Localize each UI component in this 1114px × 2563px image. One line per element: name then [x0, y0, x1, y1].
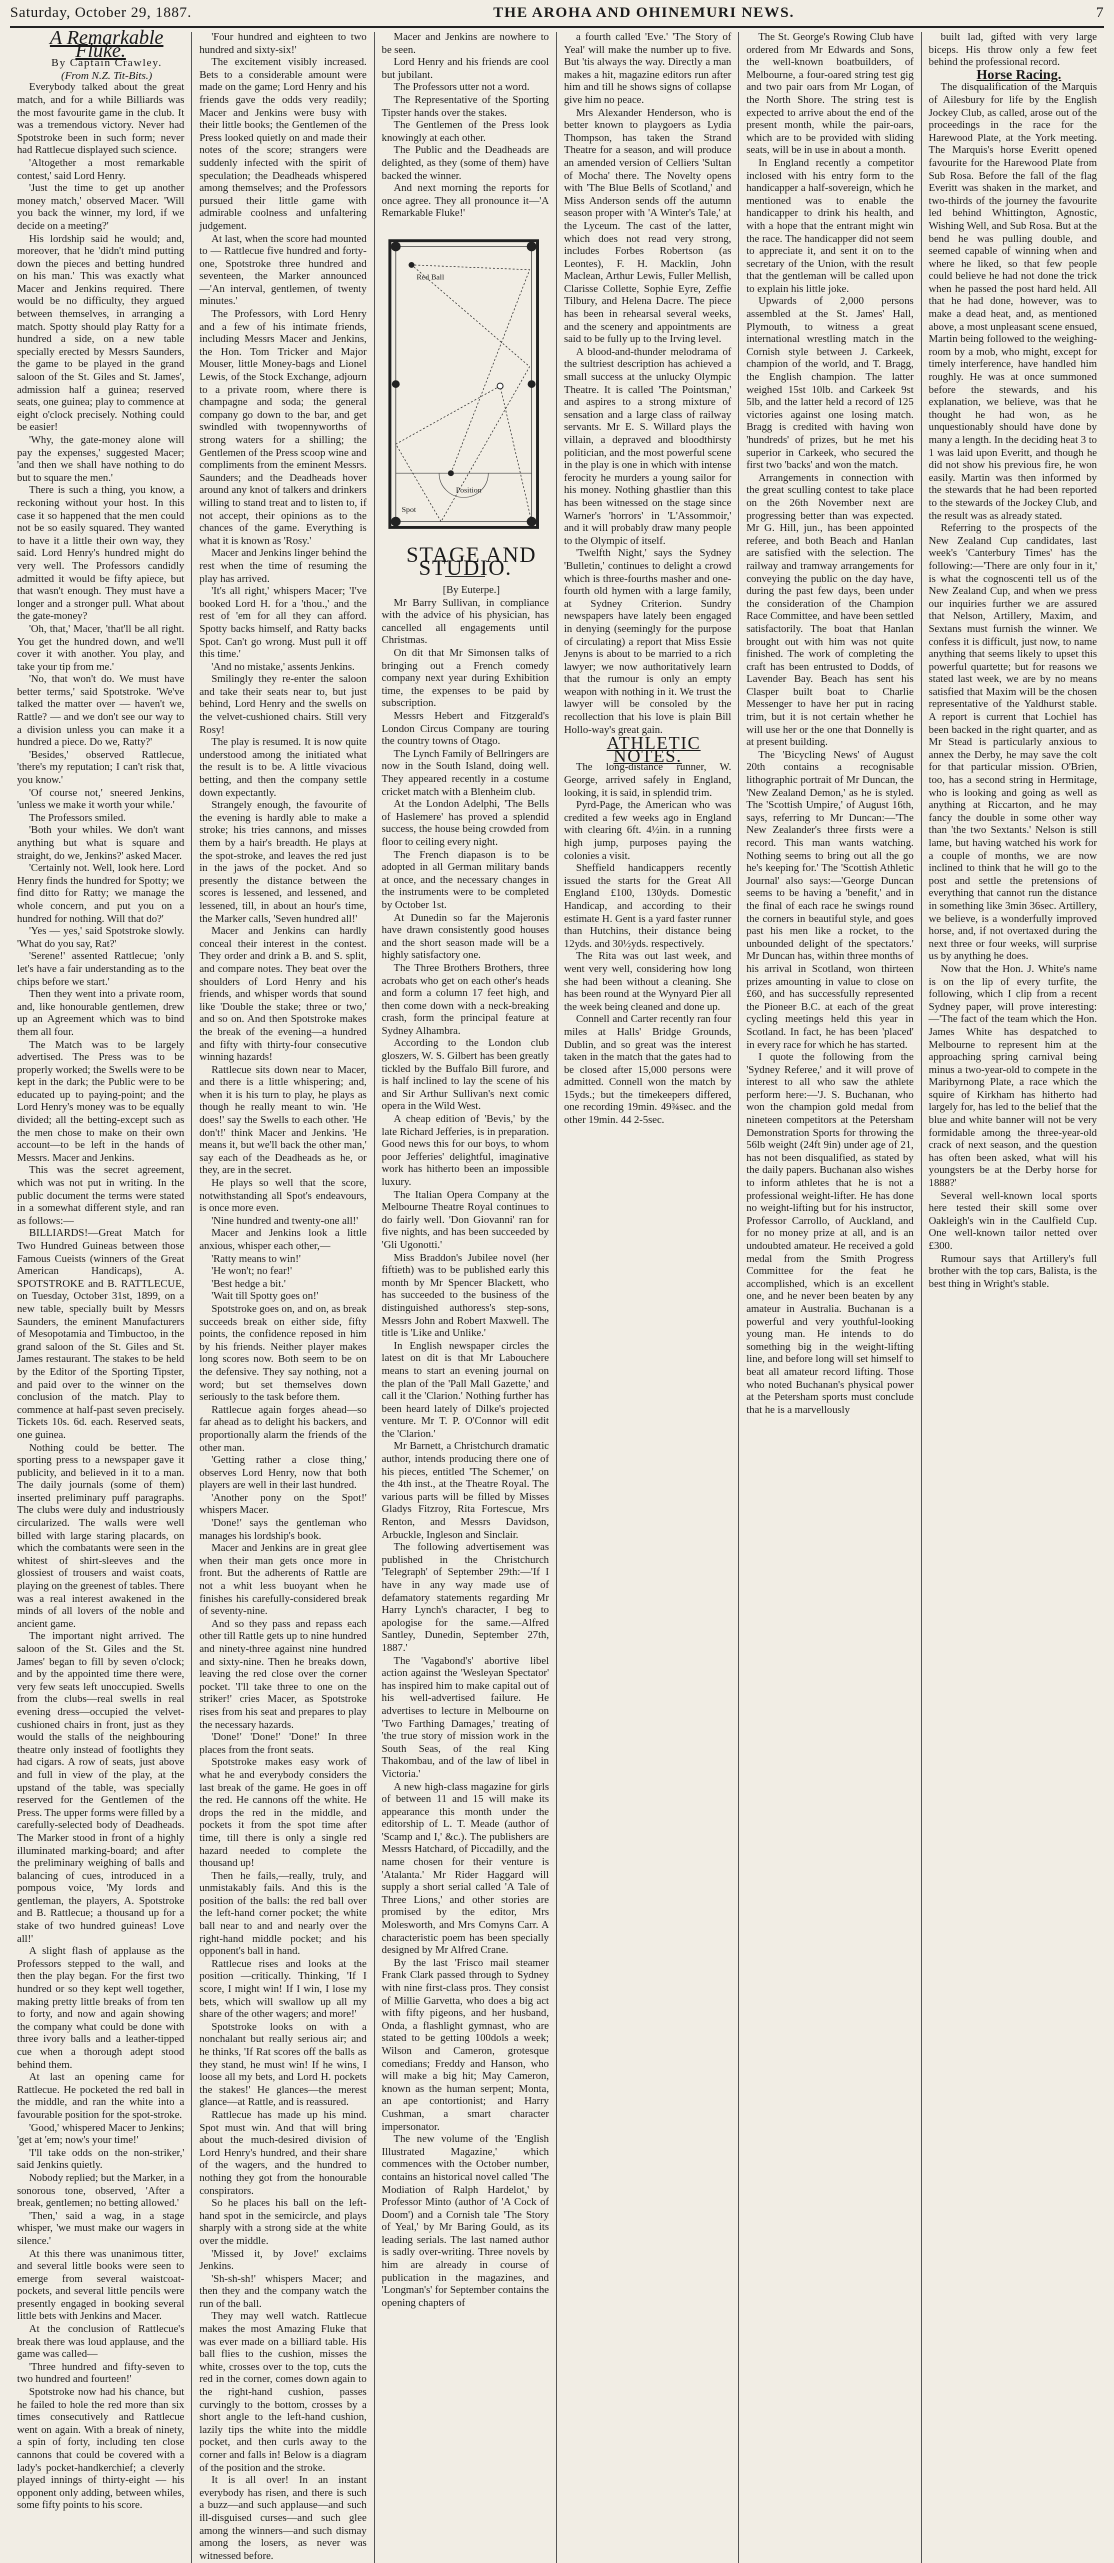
stage-section-title: STAGE AND STUDIO.: [406, 541, 537, 580]
paragraph: At Dunedin so far the Majeronis have drawn consistently good houses and the short season made will be a highly satisfactory one.: [381, 912, 549, 962]
diagram-label-red-ball: Red Ball: [416, 272, 444, 282]
paragraph: Rattlecue has made up his mind. Spot must win. And that will bring about the much-desired division of Lord Henry's hundred, and their share of the wagers, and the hundred to nothing they got from the honourable conspirators.: [199, 2109, 367, 2197]
diagram-label-position: Position: [455, 485, 482, 495]
paragraph: The play is resumed. It is now quite understood among the initiated what the result is to be. A little vivacious betting, and then the company settle down expectantly.: [199, 737, 367, 799]
column-2: [192, 32, 374, 2563]
paragraph: The Professors utter not a word.: [393, 82, 530, 94]
paragraph: In English newspaper circles the latest on dit is that Mr Labouchere means to start an evening journal on the plan of the 'Pall Mall Gazette,' and call it the 'Clarion.' Nothing further has been heard lately of Dilke's projected venture. Mr T. P. O'Connor will edit the 'Clarion.': [381, 1340, 549, 1440]
paragraph: Referring to the prospects of the New Zealand Cup candidates, last week's 'Canterbury Times' has the following:—'There are only four in it,' is what the cognoscenti tell us of the New Zealand Cup, and when we press our inquiries further we are assured that Nelson, Artillery, Maxim, and Sextans must furnish the winner. We confess it is difficult, just now, to name anything that seems likely to upset this powerful quartette; but for reasons we stated last week, we are by no means satisfied that Maxim will be the chosen representative of the Yaldhurst stable. A report is current that Lochiel has been backed in the right quarter, and as Mr Stead is particularly anxious to annex the Derby, he may save the colt for that particular mission. O'Brien, too, has a second string in Hermitage, who is looking and going as well as anything at Riccarton, and he may fancy the double in some other way than 'the two Sextants.' Nelson is still lame, but having watched his work for a couple of months, we are now inclined to think that he will go to the post and settle the pretensions of everything that cannot run the distance in something like 3min 36sec. Artillery, we believe, is a wonderfully improved horse, and, if not overtaxed during the next three or four weeks, will surprise us by anything he does.: [928, 523, 1097, 963]
paragraph: 'Done!' says the gentleman who manages his lordship's book.: [199, 1518, 367, 1542]
paragraph: 'Why, the gate-money alone will pay the expenses,' suggested Macer; 'and then we shall have nothing to do but to square the men.': [17, 435, 185, 484]
paragraph: 'He won't; no fear!': [211, 1266, 293, 1278]
paragraph: 'Twelfth Night,' says the Sydney 'Bulletin,' continues to delight a crowd which is three-fourths masher and one-fourth old hymen with a large family, at Sydney Criterion. Sundry newspapers have lately been engaged in denying (seemingly for the purpose of circulating) a report that Miss Essie Jenyns is about to be married to a rich lawyer; we now authoritatively learn that the rumour is only an empty weapon with nothing in it. We trust the lawyer will be consoled by the recollection that his love is plain Bill Hollo-way's great gain.: [563, 548, 732, 736]
paragraph: 'Certainly not. Well, look here. Lord Henry finds the hundred for Spotty; we find ditto for Ratty; we manage the whole concern, and put you on a hundred for nothing. Will that do?': [17, 863, 185, 925]
paragraph: Arrangements in connection with the great sculling contest to take place on the 26th November next are progressing better than was expected. Mr G. Hill, jun., has been appointed referee, and both Beach and Hanlan are satisfied with the selection. The railway and tramway arrangements for conveying the public on the day have, during the past few days, been under the consideration of the Champion Race Committee, and have been settled satisfactorily. The boat that Hanlan brought out with him was not quite finished. The work of completing the craft has been entrusted to Dodds, of Lavender Bay. Beach has sent his Clasper built boat to Charlie Messenger to have her put in racing trim, but it is not certain whether he will use her or the one that Donnelly is at present building.: [746, 472, 914, 749]
paragraph: 'Both your whiles. We don't want anything but what is square and straight, do we, Jenkins?' asked Macer.: [17, 825, 185, 862]
paragraph: A slight flash of applause as the Professors stepped to the wall, and then the play began. For the first two hundred or so they kept well together, making pretty little breaks of from ten to forty, and now and again showing the company what could be done with three ivory balls and a leather-tipped cue when a thorough adept stood behind them.: [17, 1946, 185, 2071]
paragraph: Nothing could be better. The sporting press to a newspaper gave it publicity, and believed in it to a man. The daily journals (some of them) inserted preliminary puff paragraphs. The clubs were duly and industriously circularized. The walls were well billed with large staring placards, on which the combatants were seen in the whitest of shirt-sleeves and the glossiest of trousers and waist coats, playing on the greenest of tables. There was a real interest awakened in the minds of all lovers of the noble and ancient game.: [17, 1442, 185, 1630]
story-headline: A Remarkable Fluke.: [49, 27, 164, 62]
paragraph: The long-distance runner, W. George, arrived safely in England, looking, it is said, in splendid trim.: [563, 762, 732, 799]
paragraph: The Public and the Deadheads are delighted, as they (some of them) have backed the winner.: [381, 145, 549, 182]
paragraph: On dit that Mr Simonsen talks of bringing out a French comedy company next year during Exhibition time, the expenses to be paid by subscription.: [381, 648, 549, 710]
paragraph: 'Sh-sh-sh!' whispers Macer; and then they and the company watch the run of the ball.: [199, 2273, 367, 2310]
paragraph: 'Yes — yes,' said Spotstroke slowly. 'What do you say, Rat?': [17, 926, 185, 950]
paragraph: His lordship said he would; and, moreover, that he 'didn't mind putting down the pieces and betting hundred on his man.' This was exactly what Macer and Jenkins required. There would be no difficulty, they argued between themselves, in arranging a match. Spotty should play Ratty for a hundred a side, on a new table specially erected by Messrs Saunders, the game to be played in the grand saloon of the St. Giles and St. James', admission half a guinea; reserved seats, one guinea; play to commence at eight o'clock precisely. Nothing could be easier!: [17, 233, 185, 434]
paragraph: It is all over! In an instant everybody has risen, and there is such a buzz—and such applause—and such ill-disguised curses—and such glee among the winners—and such dismay among the losers, as never was witnessed before.: [199, 2475, 367, 2562]
paragraph: Nobody replied; but the Marker, in a sonorous tone, observed, 'After a break, gentlemen; no betting allowed.': [17, 2172, 185, 2210]
paragraph: 'Four hundred and eighteen to two hundred and sixty-six!': [199, 32, 367, 56]
paragraph: Mrs Alexander Henderson, who is better known to playgoers as Lydia Thompson, has taken the Strand Theatre for a season, and will produce an amended version of Celliers 'Sultan of Mocha' there. The Novelty opens with 'The Blue Bells of Scotland,' and Miss Anderson sends off the autumn season proper with 'A Winter's Tale,' at the Lyceum. The cast of the latter, which does not read very strong, includes Forbes Robertson (as Leontes), F. H. Macklin, John Maclean, Arthur Lewis, Fuller Mellish, Clarisse Collette, Sophie Eyre, Zeffie Tilbury, and Helena Dacre. The piece has been in rehearsal several weeks, and the scenery and appointments are said to be fully up to the Irving level.: [563, 107, 732, 346]
paragraph: At the conclusion of Rattlecue's break there was loud applause, and the game was called—: [17, 2324, 185, 2361]
paragraph: At last an opening came for Rattlecue. He pocketed the red ball in the middle, and ran the white into a favourable position for the spot-stroke.: [17, 2072, 185, 2121]
paragraph: The Representative of the Sporting Tipster hands over the stakes.: [381, 94, 549, 119]
paragraph: 'Good,' whispered Macer to Jenkins; 'get at 'em; now's your time!': [17, 2122, 185, 2147]
paragraph: 'Another pony on the Spot!' whispers Macer.: [199, 1492, 367, 1517]
paragraph: At the London Adelphi, 'The Bells of Haslemere' has proved a splendid success, the house being crowded from floor to ceiling every night.: [381, 799, 549, 848]
paragraph: Messrs Hebert and Fitzgerald's London Circus Company are touring the country towns of Otago.: [381, 711, 549, 748]
newspaper-title: THE AROHA AND OHINEMURI NEWS.: [493, 4, 795, 21]
paragraph: This was the secret agreement, which was not put in writing. In the public document the terms were stated in a somewhat different style, and ran as follows:—: [17, 1165, 185, 1227]
stage-byline: [By Euterpe.]: [442, 585, 500, 597]
paragraph: The Three Brothers Brothers, three acrobats who get on each other's heads and form a column 17 feet high, and then come down with a neck-breaking crash, form the principal feature at Sydney Alhambra.: [381, 962, 549, 1037]
diagram-label-spot: Spot: [401, 504, 416, 514]
column-5: [739, 32, 921, 2563]
paragraph: They may well watch. Rattlecue makes the most Amazing Fluke that was ever made on a billiard table. His ball flies to the cushion, misses the white, crosses over to the top, cuts the red in the corner, comes down again to the right-hand cushion, passes curvingly to the bottom, crosses by a short angle to the left-hand cushion, lazily tips the white into the middle pocket, and then curls away to the corner and falls in! Below is a diagram of the position and the stroke.: [199, 2311, 367, 2474]
paragraph: The Professors, with Lord Henry and a few of his intimate friends, including Messrs Macer and Jenkins, the Hon. Tom Tricker and Major Mouser, little Money-bags and Lionel Lewis, of the Stock Exchange, adjourn to a private room, where there is champagne and soda; the general company go down to the bar, and get swindled with twopennyworths of strong waters for a shilling; the Gentlemen of the Press scoop wine and compliments from the eminent Messrs. Saunders; and the Deadheads hover around any knot of talkers and drinkers willing to stand treat and to listen to, if not accept, their opinions as to the chances of the game. Everything is what it is known as 'Rosy.': [199, 309, 367, 547]
paragraph: Then they went into a private room, and, like honourable gentlemen, drew up an Agreement which was to bind them all four.: [17, 989, 185, 1038]
paragraph: 'Three hundred and fifty-seven to two hundred and fourteen!': [17, 2361, 185, 2386]
column-6: [922, 32, 1104, 2563]
paragraph: The new volume of the 'English Illustrated Magazine,' which commences with the October number, contains an historical novel called 'The Modiation of Ralph Hardelot,' by Professor Minto (author of 'A Cock of Doom') and a Cornish tale 'The Story of Yeal,' by Mr Baring Gould, as its leading serials. The last named author is sadly over-writing. Three novels by him are already in course of publication in the magazines, and 'Longman's' for September contains the opening chapters of: [381, 2134, 549, 2309]
paragraph: Smilingly they re-enter the saloon and take their seats near to, but just behind, Lord Henry and the swells on the velvet-cushioned chairs. Still very Rosy!: [199, 674, 367, 736]
paragraph: The Italian Opera Company at the Melbourne Theatre Royal continues to do fairly well. 'Don Giovanni' ran for five nights, and has been succeeded by 'Gli Ugonotti.': [381, 1189, 549, 1251]
paragraph: There is such a thing, you know, a reckoning without your host. In this case it so happened that the men could not be so easily squared. They wanted to have it a little their own way, they said. Lord Henry's hundred might do very well. The Professors candidly admitted it would be fifty apiece, but that wasn't enough. They must have a longer and a stronger pull. What about the gate-money?: [17, 485, 185, 623]
paragraph: Upwards of 2,000 persons assembled at the St. James' Hall, Plymouth, to witness a great international wrestling match in the Cornish style between J. Carkeek, champion of the world, and T. Bragg, the English champion. The latter weighed 15st 10lb. and Carkeek 9st 5lb, and the latter held a record of 125 victories against one losing match. Bragg is credited with having won 'hundreds' of prizes, but he met his superior in Carkeek, who secured the first two 'backs' and won the match.: [746, 296, 914, 472]
paragraph: Macer and Jenkins are in great glee when their man gets once more in front. But the adherents of Rattle are not a whit less buoyant when he finishes his carefully-considered break of seventy-nine.: [199, 1543, 367, 1618]
paragraph: The French diapason is to be adopted in all German military bands at once, and the necessary changes in the instruments were to be completed by October 1st.: [381, 849, 549, 911]
paragraph: 'Just the time to get up another money match,' observed Macer. 'Will you back the winner, my lord, if we decide on a meeting?': [17, 183, 185, 232]
paragraph: Rattlecue sits down near to Macer, and there is a little whispering; and, when it is his turn to play, he plays as though he really meant to win. 'He does!' say the Swells to each other. 'He don't!' think Macer and Jenkins. 'He means it, but we'll back the other man,' say each of the Deadheads as he, or they, are in the secret.: [199, 1064, 367, 1177]
paragraph: A blood-and-thunder melodrama of the sultriest description has achieved a small success at the unlucky Olympic Theatre. It is called 'The Pointsman,' and aspires to a strong mixture of sensation and a large class of railway servants. Mr E. S. Willard plays the villain, a depraved and bloodthirsty politician, and the most powerful scene in the play is one in which with intense ferocity he murders a young sailor for his money. Nothing ghastlier than this has been witnessed on the stage since Warner's 'horrors' in 'L'Assommoir,' and it will probably draw many people to the Olympic of itself.: [563, 346, 732, 547]
paragraph: So he places his ball on the left-hand spot in the semicircle, and plays sharply with a strong side at the white over the middle.: [199, 2198, 367, 2247]
racing-section-title: Horse Racing.: [976, 67, 1062, 83]
paragraph: The Lynch Family of Bellringers are now in the South Island, doing well. They appeared recently in a costume cricket match with a Blenheim club.: [381, 748, 549, 798]
paragraph: 'Besides,' observed Rattlecue, 'there's my reputation; I can't risk that, you know.': [17, 749, 185, 787]
paragraph: Spotstroke now had his chance, but he failed to hole the red more than six times consecutively and Rattlecue went on again. With a break of ninety, a spin of forty, including ten close cannons that could be covered with a lady's pocket-handkerchief; a cleverly played innings of thirty-eight — his opponent only adding, between whiles, some fifty points to his score.: [17, 2387, 185, 2512]
paragraph: The 'Bicycling News' of August 20th contains a recognisable lithographic portrait of Mr Duncan, the 'New Zealand Demon,' as he is styled. The 'Scottish Umpire,' of August 16th, says, referring to Mr Duncan:—'The New Zealander's three firsts were a record. This man wants watching. Nothing seems to bring out all the go he's keeping for.' The 'Scottish Athletic Journal' also says:—'George Duncan seems to be having a 'benefit,' and in the final of each race he swings round the corners in beautiful style, and goes past his men like a rocket, to the unbounded delight of the spectators.' Mr Duncan has, within three months of his arrival in Scotland, won thirteen prizes amounting in value to close on £60, and has successfully represented the Pioneer B.C. at each of the great cycling meetings held this year in Scotland. In fact, he has been 'placed' in every race for which he has started.: [746, 749, 914, 1051]
paragraph: Lord Henry and his friends are cool but jubilant.: [381, 57, 549, 81]
paragraph: By the last 'Frisco mail steamer Frank Clark passed through to Sydney with nine first-class pros. They consist of Millie Garvetta, who does a big act with fifty pigeons, and her husband, Onda, a flashlight gymnast, who are stated to be getting 100dols a week; Wilson and Cameron, grotesque comedians; Freddy and Hanson, who will make a big hit; May Cameron, known as the human serpent; Monta, an ape contortionist; and Harry Cushman, a smart character impersonator.: [381, 1957, 549, 2133]
paragraph: Connell and Carter recently ran four miles at Halls' Bridge Grounds, Dublin, and so great was the interest taken in the match that the gates had to be closed after 15,000 persons were admitted. Connell won the match by 15yds.; but the timekeepers differed, one recording 19min. 49¾sec. and the other 19min. 44 2-5sec.: [563, 1014, 732, 1127]
paragraph: The Match was to be largely advertised. The Press was to be properly worked; the Swells were to be kept in the dark; the Public were to be educated up to paying-point; and the Lord Henry's money was to be equally divided; all the betting-except such as the men chose to make on their own account—to be left in the hands of Messrs. Macer and Jenkins.: [17, 1039, 185, 1164]
paragraph: A cheap edition of 'Bevis,' by the late Richard Jefferies, is in preparation. Good news this for our boys, to whom poor Jefferies' delightful, imaginative work has hitherto been an impossible luxury.: [381, 1114, 549, 1188]
paragraph: At this there was unanimous titter, and several little books were seen to emerge from several waistcoat-pockets, and several little pencils were presently engaged in booking several little bets with Jenkins and Macer.: [17, 2248, 185, 2323]
paragraph: According to the London club gloszers, W. S. Gilbert has been greatly tickled by the Buffalo Bill furore, and is half inclined to lay the scene of his and Sir Arthur Sullivan's next comic opera in the Wild West.: [381, 1038, 549, 1113]
paragraph: Mr Barry Sullivan, in compliance with the advice of his physician, has cancelled all engagements until Christmas.: [381, 597, 549, 647]
paragraph: 'No, that won't do. We must have better terms,' said Spotstroke. 'We've talked the matter over — haven't we, Rattle? — and we don't see our way to a division unless you can make it a hundred a piece. Do we, Ratty?': [17, 674, 185, 749]
paragraph: The disqualification of the Marquis of Ailesbury for life by the English Jockey Club, as called, arose out of the proceedings in the race for the Harewood Plate, at the York meeting. The Marquis's horse Everitt opened favourite for the Harewood Plate from Sub Rosa. Before the fall of the flag Everitt was shaken in the market, and two-thirds of the journey the favourite led behind Whittington, Agnostic, Wishing Well, and Sub Rosa. But at the bend he was pulling double, and seemed capable of winning when and where he liked, so that few people could believe he had not done the trick when he passed the post hard held. All that he had done, however, was to make a dead heat, and, as mentioned above, a most unpleasant scene ensued, Martin being followed to the weighing-room by a mob, who might, except for timely interference, have handled him roughly. He was at once summoned before the stewards, and his explanation, we believe, was that he thought he had won, as he unquestionably should have done by many a length. In the deciding heat 3 to 1 was laid upon Everitt, and though he did not show his previous fire, he won easily. Martin was then informed by the stewards that he had been reported to the stewards of the Jockey Club, and the result was as already stated.: [928, 82, 1097, 522]
paragraph: The Rita was out last week, and went very well, considering how long she had been without a cleaning. She has been round at the Wynyard Pier all the week being cleaned and done up.: [563, 951, 732, 1013]
column-4: [557, 32, 739, 2563]
paragraph: Mr Barnett, a Christchurch dramatic author, intends producing there one of his pieces, entitled 'The Schemer,' on the 4th inst., at the Theatre Royal. The various parts will be filled by Misses Gladys Fitzroy, Rita Fortescue, Mrs Renton, and Messrs Davidson, Arbuckle, Ingleson and Sinclair.: [381, 1441, 549, 1541]
paragraph: built lad, gifted with very large biceps. His throw only a few feet behind the professional record.: [928, 32, 1097, 69]
paragraph: Macer and Jenkins can hardly conceal their interest in the contest. They order and drink a B. and S. split, and compare notes. They beat over the shoulders of Lord Henry and his friends, and whisper words that sound like 'Double the stake; three or two,' and so on. And then Spotstroke makes the break of the evening—a hundred and fifty with thirty-four consecutive winning hazards!: [199, 926, 367, 1064]
paragraph: In England recently a competitor inclosed with his entry form to the handicapper a half-sovereign, which he mentioned was to enable the handicapper to drink his health, and with a hope that the entrant might win the race. The handicapper did not seem to appreciate it, and sent it on to the secretary of the Union, with the result that the gentleman will be called upon to explain his little joke.: [746, 157, 914, 295]
paragraph: The St. George's Rowing Club have ordered from Mr Edwards and Sons, the well-known boatbuilders, of Melbourne, a four-oared string test gig and two pair oars from Mr Logan, of the North Shore. The string test is expected to arrive about the end of the present month, while the pair-oars, which are to be provided with sliding seats, will be in use in about a month.: [746, 32, 914, 157]
paragraph: Sheffield handicappers recently issued the starts for the Great All England £100, 130yds. Domestic Handicap, and according to their estimate H. Gent is a yard faster runner than Hutchins, their distance being 12yds. and 30½yds. respectively.: [563, 863, 732, 950]
paragraph: 'Missed it, by Jove!' exclaims Jenkins.: [199, 2248, 367, 2273]
paragraph: a fourth called 'Eve.' 'The Story of Yeal' will make the number up to five. But 'tis always the way. Directly a man makes a hit, magazine editors run after him and till he shows signs of collapse give him no peace.: [563, 32, 732, 106]
paragraph: Macer and Jenkins are nowhere to be seen.: [381, 32, 549, 56]
paragraph: Macer and Jenkins linger behind the rest when the time of resuming the play has arrived.: [199, 548, 367, 585]
paragraph: The 'Vagabond's' abortive libel action against the 'Wesleyan Spectator' has inspired him to make capital out of his well-advertised failure. He advertises to lecture in Melbourne on 'Two Farthing Damages,' treating of 'the true story of mission work in the South Seas, of the real King Thakombau, and of the law of libel in Victoria.': [381, 1655, 549, 1780]
paragraph: And next morning the reports for once agree. They all pronounce it—'A Remarkable Fluke!': [381, 183, 549, 220]
paragraph: Then he fails,—really, truly, and unmistakably fails. And this is the position of the balls: the red ball over the left-hand corner pocket; the white ball near to and and nearly over the right-hand middle pocket; and his opponent's ball in hand.: [199, 1870, 367, 1958]
paragraph: 'It's all right,' whispers Macer; 'I've booked Lord H. for a 'thou.,' and the rest of 'em for all they can afford. Spotty backs himself, and Ratty backs Spot. Can't go wrong. Must pull it off this time.': [199, 586, 367, 661]
paragraph: The important night arrived. The saloon of the St. Giles and the St. James' began to fill by seven o'clock; and by the appointed time there were, very few seats left unoccupied. Swells from the clubs—real swells in real evening dress—occupied the velvet-cushioned chairs in front, just as they would the stalls of the neighbouring theatre only instead of footlights they had cigars. A row of seats, just above and full in view of the play, at the upstand of the table, was specially reserved for the Gentlemen of the Press. The upper forms were filled by a carefully-selected body of Deadheads. The Marker stood in front of a highly illuminated marking-board; and after the preliminary weighing of balls and balancing of cues, introduced in a pompous voice, 'My lords and gentleman, the players, A. Spotstroke and B. Rattlecue; a thousand up for a stake of two hundred guineas! Love all!': [17, 1631, 185, 1945]
paragraph: He plays so well that the score, notwithstanding all Spot's endeavours, is once more even.: [199, 1178, 367, 1215]
paragraph: A new high-class magazine for girls of between 11 and 15 will make its appearance this month under the editorship of L. T. Meade (author of 'Scamp and I,' &c.). The publishers are Messrs Hatchard, of Piccadilly, and the name chosen for their venture is 'Atalanta.' Mr Rider Haggard will supply a short serial called 'A Tale of Three Lions,' and other stories are promised by the editor, Mrs Molesworth, and Mrs Comyns Carr. A characteristic poem has been specially designed by Mr Alfred Crane.: [381, 1781, 549, 1957]
paragraph: Spotstroke looks on with a nonchalant but really serious air; and he thinks, 'If Rat scores off the balls as they stand, he must win! If he wins, I loose all my bets, and Lord H. pockets the stakes!' He glances—the merest glance—at Rattle, and is reassured.: [199, 2021, 367, 2109]
paragraph: 'Then,' said a wag, in a stage whisper, 'we must make our wagers in silence.': [17, 2210, 185, 2247]
page-number: 7: [1095, 4, 1104, 21]
paragraph: The following advertisement was published in the Christchurch 'Telegraph' of September 29th:—'If I have in any way made use of defamatory statements regarding Mr Harry Lynch's character, I beg to apologise for the same.—Alfred Santley, Dunedin, September 27th, 1887.': [381, 1542, 549, 1654]
athletic-section-title: ATHLETIC NOTES.: [606, 733, 701, 766]
paragraph: Spotstroke makes easy work of what he and everybody considers the last break of the game. He goes in off the red. He cannons off the white. He drops the red in the middle, and pockets it from the spot time after time, till there is only a single red hazard needed to complete the thousand up!: [199, 1757, 367, 1870]
story-credit: (From N.Z. Tit-Bits.): [61, 69, 153, 82]
paragraph: 'I'll take odds on the non-striker,' said Jenkins quietly.: [17, 2147, 185, 2172]
column-3: [375, 32, 557, 2563]
paragraph: Rattlecue rises and looks at the position —critically. Thinking, 'If I score, I might win! If I win, I lose my bets, which will swallow up all my share of the other wagers; and more!': [199, 1958, 367, 2021]
paragraph: 'Best hedge a bit.': [211, 1278, 286, 1290]
paragraph: At last, when the score had mounted to — Rattlecue five hundred and forty-one, Spotstroke three hundred and seventeen, the Marker announced—'An interval, gentlemen, of twenty minutes.': [199, 233, 367, 308]
paragraph: Several well-known local sports here tested their skill some over Oakleigh's win in the Caulfield Cup. One well-known tailor netted over £300.: [928, 1190, 1097, 1252]
paragraph: The excitement visibly increased. Bets to a considerable amount were made on the game; Lord Henry and his friends gave the odds very readily; Macer and Jenkins were busy with their little books; the Gentlemen of the Press looked quietly on and made their notes of the score; strangers were suddenly infected with the spirit of speculation; the Deadheads whispered among themselves; and the Professors pursued their little game with admirable coolness and unfaltering judgement.: [199, 57, 367, 232]
paragraph: Now that the Hon. J. White's name is on the lip of every turfite, the following, which I clip from a recent Sydney paper, will prove interesting:—'The fact of the team which the Hon. James White has despatched to Melbourne to represent him at the approaching spring carnival being minus a two-year-old to compete in the Maribyrnong Plate, a race which the squire of Kirkham has hitherto had largely for, has led to the belief that the blue and white banner will not be very formidable among the three-year-old crack of next season, and the question has often been asked, what will his youngsters be at the Derby horse for 1888?': [928, 963, 1097, 1190]
paragraph: 'Nine hundred and twenty-one all!': [211, 1215, 359, 1227]
paragraph: Miss Braddon's Jubilee novel (her fiftieth) was to be published early this month by Mr Spencer Blackett, who has succeeded to the business of the distinguished authoress's step-sons, Messrs John and Robert Maxwell. The title is 'Like and Unlike.': [381, 1252, 549, 1340]
paragraph: 'Altogether a most remarkable contest,' said Lord Henry.: [17, 157, 185, 182]
billiard-diagram: [382, 231, 549, 541]
paragraph: Strangely enough, the favourite of the evening is hardly able to make a stroke; his tries cannons, and misses them by a hair's breadth. He plays at the spot-stroke, and leaves the red just in the jaws of the pocket. And so presently the distance between the scores is lessened, and lessened, and lessened, till, in about an hour's time, the Marker calls, 'Seven hundred all!': [199, 800, 367, 925]
paragraph: I quote the following from the 'Sydney Referee,' and it will prove of interest to all who saw the athlete perform here:—'J. S. Buchanan, who won the champion gold medal from nineteen competitors at the Petersham Demonstration Sports for throwing the 56lb weight (24ft 9in) under age of 21, has not been disqualified, as stated by the daily papers. Buchanan also wishes to inform athletes that he is not a professional weight-lifter. He has done no weight-lifting but for his instructor, Professor Carrollo, of Auckland, and for no money prize at all, and is an undoubted amateur. He received a gold medal from the Smith Progress Committee for the feat he accomplished, which is an excellent one, and he never been beaten by any amateur in Australia. Buchanan is a powerful and very youthful-looking young man. He intends to do something big in the weight-lifting line, and before long will set himself to beat all amateur record lifting. Those who noted Buchanan's physical power at the Petersham sports must conclude that he is a marvellously: [746, 1052, 914, 1416]
paragraph: The Gentlemen of the Press look knowingly at each other.: [381, 120, 549, 144]
paragraph: 'Wait till Spotty goes on!': [211, 1291, 319, 1303]
paragraph: 'Ratty means to win!': [211, 1253, 301, 1265]
issue-date: Saturday, October 29, 1887.: [10, 4, 192, 21]
paragraph: 'Of course not,' sneered Jenkins, 'unless we make it worth your while.': [17, 787, 185, 812]
column-1: [10, 27, 192, 2563]
paragraph: 'Getting rather a close thing,' observes Lord Henry, now that both players are well in their last hundred.: [199, 1455, 367, 1492]
masthead: [10, 0, 1104, 28]
paragraph: BILLIARDS!—Great Match for Two Hundred Guineas between those Famous Cueists (winners of the Great American Handicaps), A. SPOTSTROKE and B. RATTLECUE, on Tuesday, October 31st, 1899, on a new table, specially built by Messrs Saunders, the eminent Manufacturers of Mesopotamia and Timbuctoo, in the grand saloon of the St. Giles and St. James restaurant. The stakes to be held by the Editor of the Sporting Tipster, and paid over to the winner on the conclusion of the match. Play to commence at half-past seven precisely. Tickets 10s. 6d. each. Reserved seats, one guinea.: [17, 1228, 185, 1441]
paragraph: 'And no mistake,' assents Jenkins.: [211, 661, 355, 673]
paragraph: Spotstroke goes on, and on, as break succeeds break on either side, fifty points, the confidence reposed in him by his friends. Neither player makes long scores now. Both seem to be on the defensive. They say nothing, not a word; but set themselves down seriously to the task before them.: [199, 1303, 367, 1404]
paragraph: Everybody talked about the great match, and for a while Billiards was the most favourite game in the club. It was a tremendous victory. Never had Spotstroke been in such form; never had Rattlecue displayed such science.: [17, 82, 185, 157]
paragraph: And so they pass and repass each other till Rattle gets up to nine hundred and ninety-three against nine hundred and sixty-nine. Then he breaks down, leaving the red close over the corner pocket. 'I'll take three to one on the striker!' cries Macer, as Spotstroke rises from his seat and prepares to play the necessary hazards.: [199, 1618, 367, 1731]
paragraph: Rumour says that Artillery's full brother with the top cars, Balista, is the best thing in Wright's stable.: [928, 1253, 1097, 1290]
columns: [10, 27, 1104, 2562]
paragraph: Pyrd-Page, the American who was credited a few weeks ago in England with clearing 6ft. 4½in. in a running high jump, purposes paying the colonies a visit.: [563, 800, 732, 862]
paragraph: Macer and Jenkins look a little anxious, whisper each other,—: [199, 1228, 367, 1252]
paragraph: 'Oh, that,' Macer, 'that'll be all right. You get the hundred down, and we'll cover it with another. You play, and take your tip from me.': [17, 623, 185, 673]
story-byline: By Captain Crawley.: [51, 57, 163, 70]
paragraph: 'Serene!' assented Rattlecue; 'only let's have a fair understanding as to the chips before we start.': [17, 951, 185, 988]
paragraph: The Professors smiled.: [29, 812, 126, 824]
paragraph: 'Done!' 'Done!' 'Done!' In three places from the front seats.: [199, 1732, 367, 1756]
paragraph: Rattlecue again forges ahead—so far ahead as to delight his backers, and proportionally alarm the friends of the other man.: [199, 1404, 367, 1454]
